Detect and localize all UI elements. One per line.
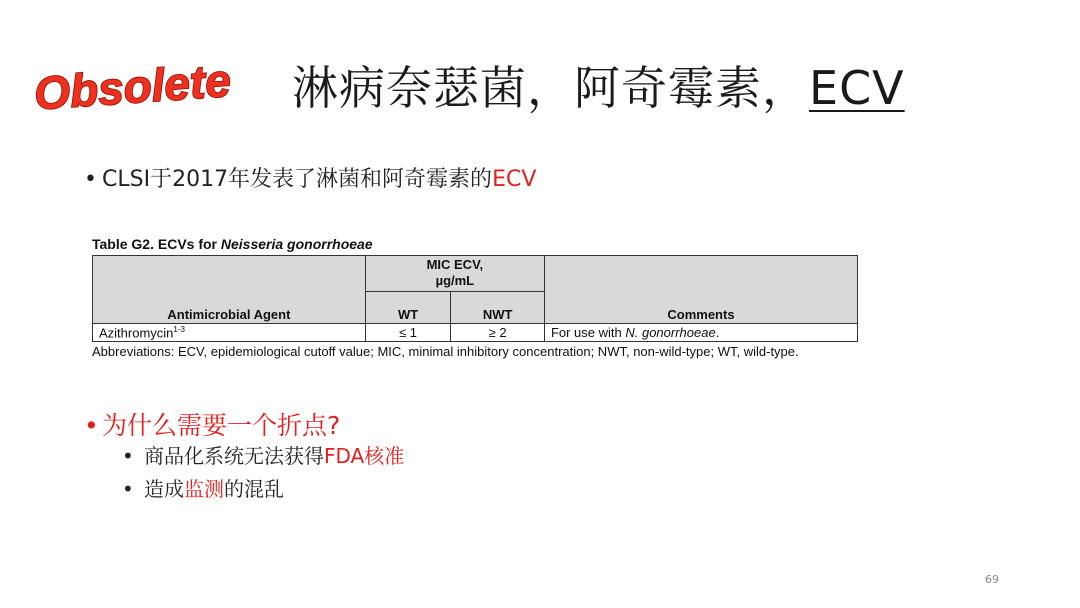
bullet-dot: • xyxy=(84,167,97,192)
cell-nwt: ≥ 2 xyxy=(451,324,545,342)
table-abbreviations: Abbreviations: ECV, epidemiological cutoff value; MIC, minimal inhibitory concentration; NWT, non-wild-type; WT, wild-type. xyxy=(92,344,799,359)
bullet-clsi xyxy=(84,162,536,193)
cell-comments-organism: N. gonorrhoeae xyxy=(625,325,716,340)
bullet-why-breakpoint-text: 为什么需要一个折点? xyxy=(102,411,341,440)
sub-bullet-fda xyxy=(122,440,404,469)
header-mic-line2: µg/mL xyxy=(435,273,475,289)
sub-bullet-fda-highlight: FDA核准 xyxy=(324,444,405,468)
sub-bullet-confusion xyxy=(122,473,284,502)
ecv-table xyxy=(92,255,858,342)
table-caption-organism: Neisseria gonorrhoeae xyxy=(220,236,373,252)
bullet-clsi-text: CLSI于2017年发表了淋菌和阿奇霉素的 xyxy=(102,167,493,192)
cell-agent-refs: 1-3 xyxy=(173,324,185,334)
slide-title-ecv: ECV xyxy=(809,61,905,115)
slide-title xyxy=(292,52,905,118)
cell-agent-name: Azithromycin xyxy=(99,325,174,341)
cell-comments-prefix: For use with xyxy=(550,325,626,340)
page-number: 69 xyxy=(985,573,999,586)
bullet-clsi-highlight: ECV xyxy=(492,167,537,192)
cell-comments xyxy=(544,324,857,342)
table-caption-prefix: Table G2. ECVs for xyxy=(92,236,221,252)
header-mic-ecv xyxy=(365,256,544,292)
sub-bullet-dot: • xyxy=(122,444,134,468)
sub-bullet-fda-text: 商品化系统无法获得 xyxy=(144,444,324,468)
table-header-row xyxy=(93,256,858,292)
header-comments: Comments xyxy=(544,256,857,324)
table-row xyxy=(93,324,858,342)
sub-bullet-confusion-suffix: 的混乱 xyxy=(224,477,284,501)
table-caption xyxy=(92,236,373,252)
header-nwt: NWT xyxy=(451,291,545,323)
header-wt: WT xyxy=(365,291,451,323)
sub-bullet-confusion-prefix: 造成 xyxy=(144,477,184,501)
sub-bullet-confusion-highlight: 监测 xyxy=(184,477,224,501)
obsolete-stamp xyxy=(26,47,249,118)
slide-title-main: 淋病奈瑟菌，阿奇霉素， xyxy=(292,61,809,115)
cell-wt: ≤ 1 xyxy=(365,324,451,342)
header-antimicrobial-agent: Antimicrobial Agent xyxy=(93,256,366,324)
bullet-dot: • xyxy=(84,411,99,440)
bullet-why-breakpoint xyxy=(84,406,340,442)
header-mic-line1: MIC ECV, xyxy=(426,257,484,273)
obsolete-stamp-text: Obsolete xyxy=(32,53,233,120)
cell-agent xyxy=(93,324,366,342)
cell-comments-suffix: . xyxy=(715,325,720,340)
sub-bullet-dot: • xyxy=(122,477,134,501)
